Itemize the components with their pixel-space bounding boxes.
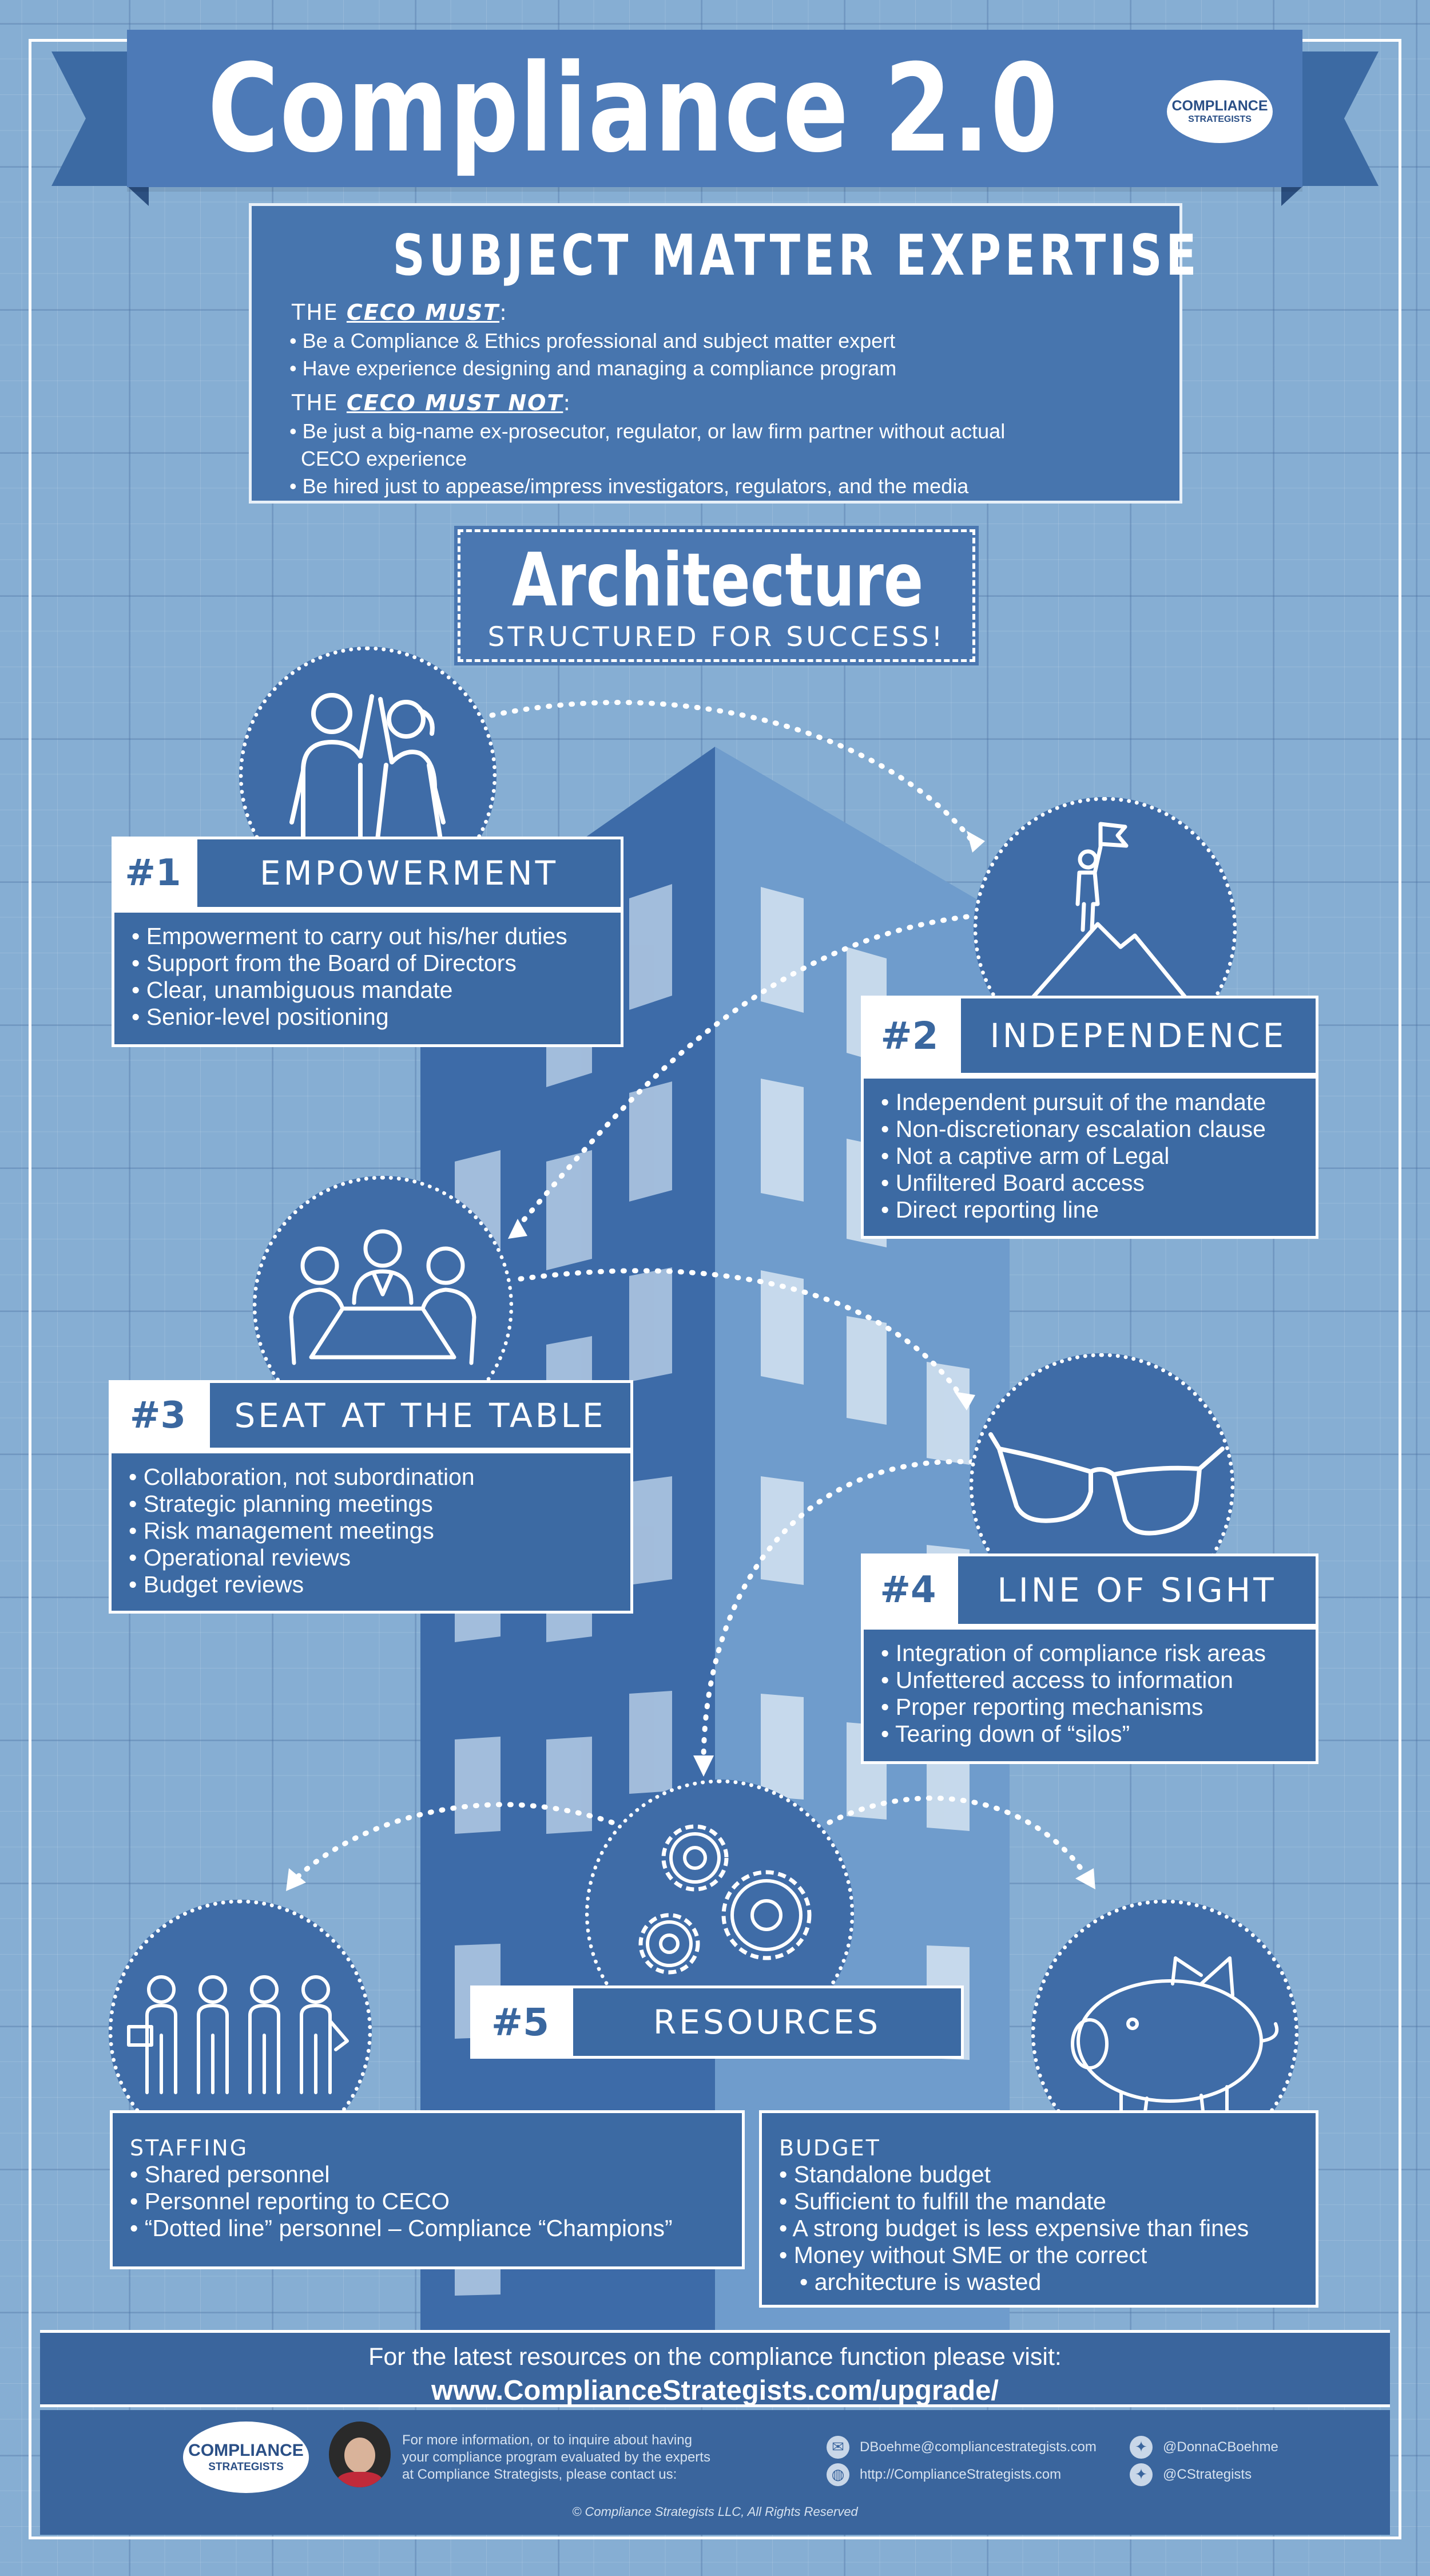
list-item: • Unfiltered Board access [881,1170,1300,1196]
list-item: • Integration of compliance risk areas [881,1640,1300,1667]
email-contact[interactable]: ✉ DBoehme@compliancestrategists.com [827,2436,1097,2459]
list-item: • Strategic planning meetings [129,1491,614,1517]
line-of-sight-list [861,1627,1318,1764]
contact-photo [329,2422,391,2487]
budget-panel [759,2110,1318,2308]
section-number-2: #2 [861,996,958,1076]
ceco-must-item: • Have experience designing and managing a compliance program [289,356,897,380]
section-title-independence: INDEPENDENCE [958,996,1318,1076]
list-item: • Senior-level positioning [132,1004,605,1031]
section-title-resources: RESOURCES [570,1985,964,2059]
page-title: Compliance 2.0 [207,38,1059,179]
list-item: • Direct reporting line [881,1196,1300,1223]
independence-list [861,1076,1318,1239]
staffing-panel [110,2110,745,2269]
list-item: • Independent pursuit of the mandate [881,1089,1300,1116]
footer-visit-banner [40,2330,1390,2407]
list-item: • Empowerment to carry out his/her duties [132,923,605,950]
footer-logo: COMPLIANCE STRATEGISTS [183,2422,309,2493]
list-item: • A strong budget is less expensive than fines [779,2215,1300,2242]
copyright: © Compliance Strategists LLC, All Rights Reserved [572,2504,858,2519]
section-number-4: #4 [861,1553,955,1627]
list-item: • Budget reviews [129,1571,614,1598]
list-item: • Non-discretionary escalation clause [881,1116,1300,1143]
footer-contact [40,2410,1390,2535]
architecture-title: Architecture [511,538,924,623]
list-item: • Support from the Board of Directors [132,950,605,977]
seat-at-table-list [109,1451,633,1614]
twitter-contact-2[interactable]: ✦ @CStrategists [1130,2463,1252,2486]
twitter-contact-1[interactable]: ✦ @DonnaCBoehme [1130,2436,1278,2459]
contact-text: For more information, or to inquire about having your compliance program evaluated by the experts at Compliance Strategists, please contact us: [402,2432,710,2482]
twitter-icon: ✦ [1130,2436,1153,2459]
budget-title: BUDGET [779,2135,881,2161]
list-item: • Proper reporting mechanisms [881,1694,1300,1721]
ceco-must-not-item: • Be just a big-name ex-prosecutor, regulator, or law firm partner without actual [289,419,1006,443]
list-item: • Tearing down of “silos” [881,1721,1300,1747]
section-number-1: #1 [112,837,194,910]
ceco-must-label: THE CECO MUST: [292,300,508,325]
ceco-must-item: • Be a Compliance & Ethics professional and subject matter expert [289,329,896,352]
ceco-must-not-item: • Be hired just to appease/impress investigators, regulators, and the media [289,474,969,498]
list-item: • Shared personnel [130,2161,726,2188]
section-number-3: #3 [109,1380,207,1451]
list-item: • Risk management meetings [129,1517,614,1544]
header-logo: COMPLIANCE STRATEGISTS [1167,80,1273,143]
empowerment-list [112,910,623,1047]
list-item: • “Dotted line” personnel – Compliance “Champions” [130,2215,726,2242]
staffing-title: STAFFING [130,2135,249,2161]
sme-heading: SUBJECT MATTER EXPERTISE [392,223,1201,288]
list-item: • Collaboration, not subordination [129,1464,614,1491]
section-title-seat-at-the-table: SEAT AT THE TABLE [207,1380,633,1451]
ceco-must-not-label: THE CECO MUST NOT: [292,390,572,415]
section-number-5: #5 [470,1985,570,2059]
envelope-icon: ✉ [827,2436,849,2459]
list-item: • Sufficient to fulfill the mandate [779,2188,1300,2215]
list-item: • Unfettered access to information [881,1667,1300,1694]
list-item: • Personnel reporting to CECO [130,2188,726,2215]
ceco-must-not-item: CECO experience [289,447,467,470]
list-item-continued: • architecture is wasted [779,2269,1300,2296]
section-title-line-of-sight: LINE OF SIGHT [955,1553,1318,1627]
list-item: • Money without SME or the correct [779,2242,1300,2269]
globe-icon: ◍ [827,2463,849,2486]
website-contact[interactable]: ◍ http://ComplianceStrategists.com [827,2463,1061,2486]
list-item: • Operational reviews [129,1544,614,1571]
twitter-icon: ✦ [1130,2463,1153,2486]
list-item: • Clear, unambiguous mandate [132,977,605,1004]
section-title-empowerment: EMPOWERMENT [194,837,623,910]
visit-text: For the latest resources on the compliance function please visit: [368,2343,1062,2371]
architecture-subtitle: STRUCTURED FOR SUCCESS! [487,621,946,653]
list-item: • Standalone budget [779,2161,1300,2188]
list-item: • Not a captive arm of Legal [881,1143,1300,1170]
upgrade-link[interactable]: www.ComplianceStrategists.com/upgrade/ [431,2375,999,2406]
